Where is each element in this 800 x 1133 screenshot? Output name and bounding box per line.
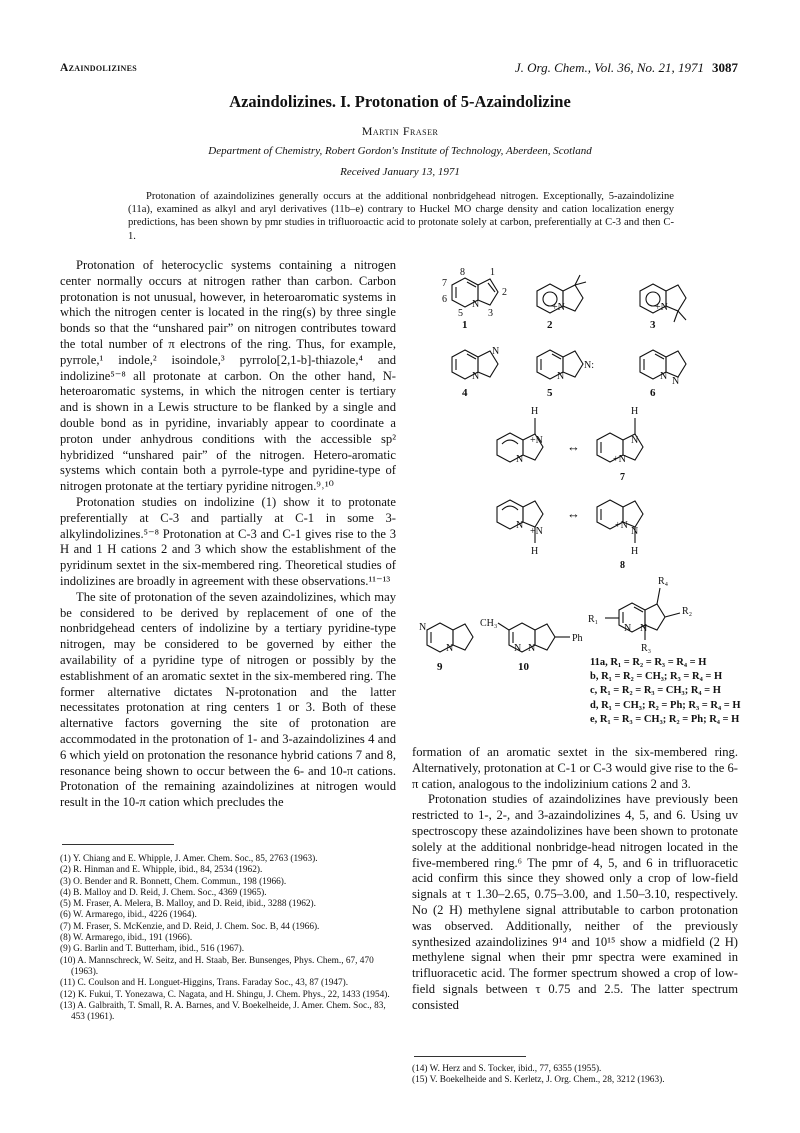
structure-label: 4 bbox=[462, 387, 468, 399]
reference: (10) A. Mannschreck, W. Seitz, and H. Staab, Ber. Bunsenges, Phys. Chem., 67, 470 (1963). bbox=[60, 955, 374, 977]
paragraph: formation of an aromatic sextet in the six-membered ring. Alternatively, protonation at C-1 or C-3 would give rise to the 6-π cation, analogous to the indolizinium cations 2 and 3. bbox=[412, 745, 738, 791]
atom-label: N bbox=[640, 623, 648, 634]
affiliation: Department of Chemistry, Robert Gordon's Institute of Technology, Aberdeen, Scotland bbox=[208, 145, 592, 157]
page-number: 3087 bbox=[712, 60, 738, 75]
atom-label: +N bbox=[530, 526, 543, 537]
atom-label: N bbox=[516, 520, 524, 531]
structure-label: 10 bbox=[518, 661, 529, 673]
atom-label: N bbox=[624, 623, 632, 634]
structure-label: 1 bbox=[462, 319, 468, 331]
hydrogen-label: H bbox=[631, 546, 639, 557]
substituent-label: R₄ bbox=[658, 576, 669, 587]
body-column-right bbox=[412, 745, 738, 1014]
atom-label: N bbox=[660, 371, 668, 382]
paragraph: Protonation of heterocyclic systems containing a nitrogen center normally occurs at nitrogen rather than carbon. Carbon protonation is not unusual, however, in heteroaromatic systems in which the nitrogen center is located in the ring(s) by three single bonds so that the “unshared pair” on nitrogen contributes toward the total number of π electrons of the ring. Thus, for example, pyrrole,¹ indole,² isoindole,³ pyrrolo[2,1-b]-thiazole,⁴ and indolizine⁵⁻⁸ all protonate at carbon. On the other hand, N-heteroaromatic systems, in which the nitrogen center is tertiary and is shown in a Lewis structure to be flanked by a single and double bond as in pyridine, invariably appear to coordinate a proton under anhydrous conditions with the accessible sp² hybridized “unshared pair” of the nitrogen. Hetero-aromatic systems which contain both a pyrrole-type and pyridine-type of nitrogen protonate at the tertiary pyridine nitrogen.⁹˒¹⁰ bbox=[60, 258, 396, 494]
hydrogen-label: H bbox=[531, 546, 539, 557]
structure-label: 5 bbox=[547, 387, 553, 399]
running-header-journal bbox=[515, 60, 738, 76]
structure-label: 8 bbox=[620, 560, 625, 571]
substituent-label: R₃ bbox=[641, 643, 652, 654]
atom-label: N bbox=[672, 376, 680, 387]
atom-label: N bbox=[419, 622, 427, 633]
reference: (3) O. Bender and R. Bonnett, Chem. Commun., 198 (1966). bbox=[60, 876, 287, 887]
atom-label: N bbox=[528, 643, 536, 654]
structure-label: 6 bbox=[650, 387, 656, 399]
atom-number: 3 bbox=[488, 308, 493, 319]
methyl-label: CH₃ bbox=[480, 618, 498, 629]
abstract: Protonation of azaindolizines generally occurs at the additional nonbridgehead nitrogen. Exceptionally, 5-azaindolizine (11a), examined as alkyl and aryl derivatives (11b–e) contrary to Huckel MO charge density and cation localization energy predictions, has been shown by pmr studies in trifluoroactic acid to protonate solely at carbon, preferentially at C-3 and then C-1. bbox=[128, 191, 674, 242]
reference: (5) M. Fraser, A. Melera, B. Malloy, and D. Reid, ibid., 3288 (1962). bbox=[60, 899, 316, 910]
atom-label: N bbox=[557, 371, 565, 382]
compound-11-line: c, R₁ = R₂ = R₃ = CH₃; R₄ = H bbox=[590, 685, 721, 697]
chemical-structures-figure bbox=[410, 258, 745, 738]
paragraph: The site of protonation of the seven azaindolizines, which may be considered to be derived by replacement of one of the nonbridgehead centers of indolizine by a tertiary pyridine-type nitrogen, may be considered to be governed by either the availability of a pyridine type of nitrogen or possibly by the establishment of an aromatic sextet in the six-membered ring. The former alternative dictates N-protonation and the latter necessitates protonation at ring centers 1 or 3. Both of these alternative factors governing the site of protonation are accommodated in the protonation of 1- and 3-azaindolizines 4 and 6 which yield on protonation the resonance hybrid cations 7 and 8, resonance being shown to occur between the 6- and 10-π cations. Protonation of the remaining azaindolizines at nitrogen would result in the 10-π cation which precludes the bbox=[60, 589, 396, 810]
atom-number: 7 bbox=[442, 278, 447, 289]
atom-label: N bbox=[472, 299, 480, 310]
reference: (2) R. Hinman and E. Whipple, ibid., 84, 2534 (1962). bbox=[60, 865, 263, 876]
reference: (4) B. Malloy and D. Reid, J. Chem. Soc., 4369 (1965). bbox=[60, 887, 267, 898]
atom-label: +N bbox=[552, 302, 565, 313]
atom-label: +N bbox=[530, 435, 543, 446]
compound-11-line: b, R₁ = R₂ = CH₃; R₃ = R₄ = H bbox=[590, 671, 723, 683]
compound-11-legend bbox=[590, 656, 745, 727]
atom-label: +N bbox=[655, 302, 668, 313]
compound-11-line: d, R₁ = CH₃; R₂ = Ph; R₃ = R₄ = H bbox=[590, 699, 741, 711]
compound-11-line: e, R₁ = R₃ = CH₃; R₂ = Ph; R₄ = H bbox=[590, 713, 740, 725]
reference: (13) A. Galbraith, T. Small, R. A. Barnes, and V. Boekelheide, J. Amer. Chem. Soc., 83, 453 (1961). bbox=[60, 1000, 386, 1023]
resonance-arrow: ↔ bbox=[567, 439, 580, 454]
hydrogen-label: H bbox=[631, 406, 639, 417]
reference: (14) W. Herz and S. Tocker, ibid., 77, 6355 (1955). bbox=[412, 1064, 602, 1074]
atom-label: N bbox=[492, 346, 500, 357]
paragraph: Protonation studies on indolizine (1) show it to protonate preferentially at C-3 and partially at C-1 in some 3-alkylindolizines.⁵⁻⁸ Protonation at C-3 and C-1 gives rise to the 3 H and 1 H cations 2 and 3 which show the establishment of the pyridinum sextet in the six-membered ring. Theoretical studies of indolizines are broadly in agreement with these observations.¹¹⁻¹³ bbox=[60, 494, 396, 588]
journal-citation: J. Org. Chem., Vol. 36, No. 21, 1971 bbox=[514, 60, 704, 75]
atom-number: 2 bbox=[502, 287, 507, 298]
references-right bbox=[412, 1064, 742, 1087]
atom-number: 1 bbox=[490, 267, 495, 278]
structure-label: 7 bbox=[620, 472, 625, 483]
reference: (12) K. Fukui, T. Yonezawa, C. Nagata, and H. Shingu, J. Chem. Phys., 22, 1433 (1954). bbox=[60, 989, 390, 1000]
hydrogen-label: H bbox=[531, 406, 539, 417]
reference: (9) G. Barlin and T. Butterham, ibid., 516 (1967). bbox=[60, 944, 245, 955]
paragraph: Protonation studies of azaindolizines have previously been restricted to 1-, 2-, and 3-azaindolizines 4, 5, and 6. Using uv spectroscopy these azaindolizines have been shown to protonate solely at the additional nonbridge-head nitrogen located in the five-membered ring.⁶ The pmr of 4, 5, and 6 in trifluoracetic acid confirm this since they showed only a crop of low-field signals at τ 1.30–2.65, 0.75–3.00, and 1.50–3.10, respectively. No (2 H) methylene signal attributable to carbon protonation was observed. Additionally, neither of the previously synthesized azaindolizines 9¹⁴ and 10¹⁵ show a midfield (2 H) methylene signal when their pmr spectra were examined in trifluoracetic acid. The former spectrum showed a crop of low-field signals between τ 0.75 and 2.5. The latter spectrum consisted bbox=[412, 792, 738, 1012]
reference: (1) Y. Chiang and E. Whipple, J. Amer. Chem. Soc., 85, 2763 (1963). bbox=[60, 854, 318, 864]
paper-title: Azaindolizines. I. Protonation of 5-Azaindolizine bbox=[229, 92, 571, 111]
compound-11-line: 11a, R₁ = R₂ = R₃ = R₄ = H bbox=[590, 657, 707, 668]
reference: (11) C. Coulson and H. Longuet-Higgins, Trans. Faraday Soc., 43, 87 (1947). bbox=[60, 978, 349, 989]
atom-number: 5 bbox=[458, 308, 463, 319]
references-left bbox=[60, 854, 396, 1023]
footnote-divider bbox=[414, 1056, 526, 1057]
substituent-label: R₁ bbox=[588, 614, 599, 625]
atom-label: N bbox=[631, 526, 639, 537]
reference: (15) V. Boekelheide and S. Kerletz, J. Org. Chem., 28, 3212 (1963). bbox=[412, 1075, 665, 1086]
received-date: Received January 13, 1971 bbox=[340, 166, 460, 178]
author-name: Martin Fraser bbox=[361, 124, 439, 138]
atom-label: N: bbox=[584, 360, 594, 371]
atom-label: N bbox=[516, 454, 524, 465]
atom-label: N bbox=[446, 643, 454, 654]
atom-label: N bbox=[472, 371, 480, 382]
substituent-label: R₂ bbox=[682, 606, 693, 617]
running-header-section: Azaindolizines bbox=[60, 62, 137, 74]
atom-number: 8 bbox=[460, 267, 465, 278]
atom-label: N bbox=[631, 435, 639, 446]
atom-label: +N bbox=[615, 520, 628, 531]
atom-label: N bbox=[514, 643, 522, 654]
structure-label: 3 bbox=[650, 319, 656, 331]
footnote-divider bbox=[62, 844, 174, 845]
resonance-arrow: ↔ bbox=[567, 506, 580, 521]
structure-label: 2 bbox=[547, 319, 553, 331]
phenyl-label: Ph bbox=[572, 633, 583, 644]
reference: (7) M. Fraser, S. McKenzie, and D. Reid, J. Chem. Soc. B, 44 (1966). bbox=[60, 921, 320, 932]
reference: (6) W. Armarego, ibid., 4226 (1964). bbox=[60, 910, 197, 921]
atom-label: +N bbox=[613, 454, 626, 465]
reference: (8) W. Armarego, ibid., 191 (1966). bbox=[60, 933, 193, 944]
atom-number: 6 bbox=[442, 294, 447, 305]
structure-label: 9 bbox=[437, 661, 443, 673]
body-column-left bbox=[60, 258, 396, 811]
